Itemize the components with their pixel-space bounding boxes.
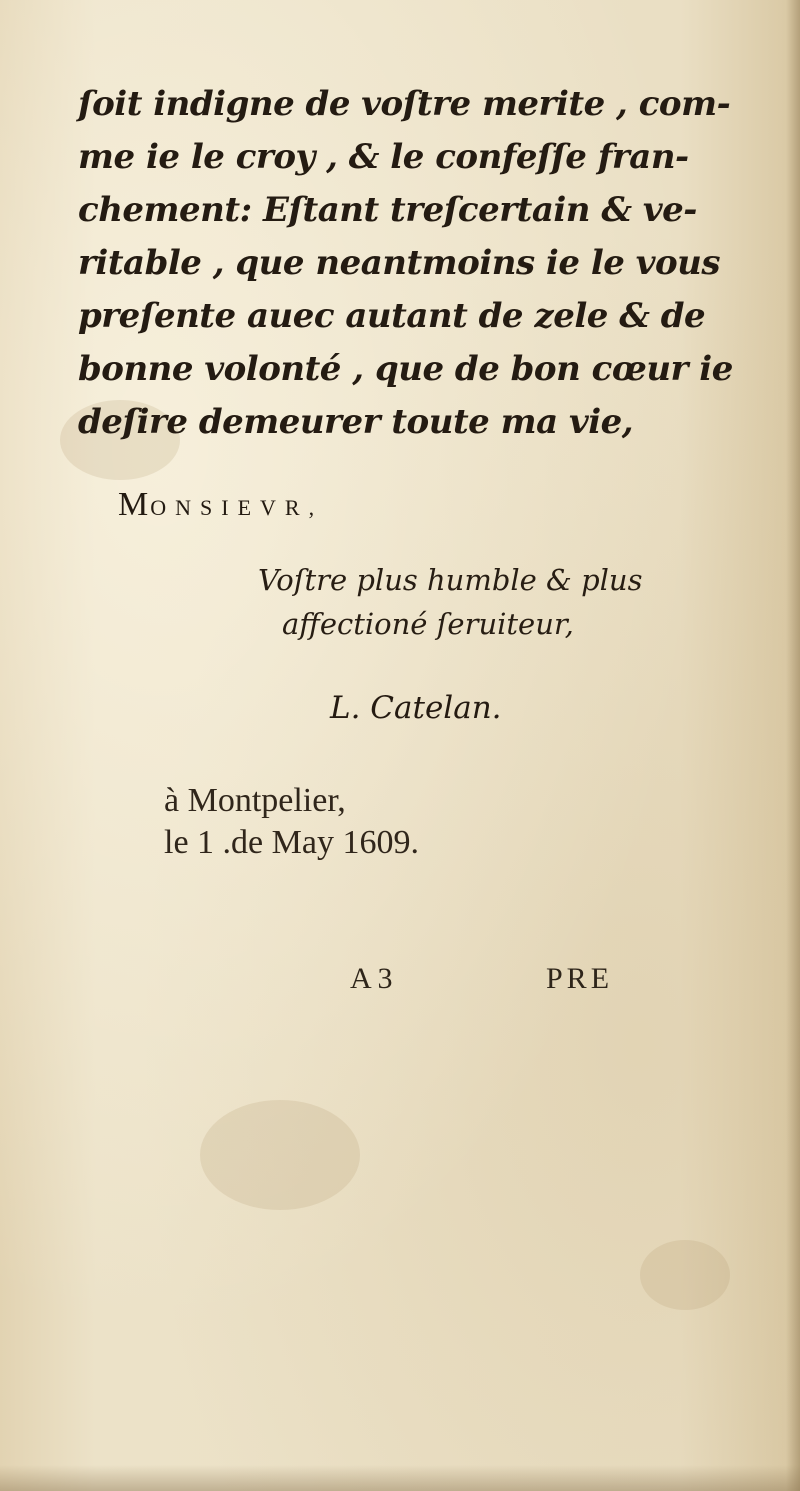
signature: L. Catelan. — [330, 690, 502, 726]
signature-mark: A 3 — [350, 962, 393, 995]
place-date — [164, 780, 419, 864]
body-line: ritable , que neantmoins ie le vous — [78, 243, 720, 283]
body-line: ſoit indigne de voſtre merite , com- — [78, 84, 731, 124]
bleed-through-text — [130, 880, 650, 924]
paper-stain — [200, 1100, 360, 1210]
salutation-rest: ONSIEVR, — [150, 495, 324, 520]
body-line: me ie le croy , & le confeſſe fran- — [78, 137, 689, 177]
page-edge-shadow — [786, 0, 800, 1491]
closing-line: affectioné ſeruiteur, — [282, 607, 574, 641]
salutation — [118, 486, 323, 524]
date-line: le 1 .de May 1609. — [164, 824, 419, 861]
catchword: PRE — [546, 962, 614, 995]
place-line: à Montpelier, — [164, 782, 346, 819]
body-line: chement: Eſtant treſcertain & ve- — [78, 190, 697, 230]
letter-body — [78, 78, 733, 449]
body-line: preſente auec autant de zele & de — [78, 296, 706, 336]
paper-stain — [640, 1240, 730, 1310]
closing-formula — [258, 558, 643, 646]
closing-line: Voſtre plus humble & plus — [258, 563, 643, 597]
body-line: bonne volonté , que de bon cœur ie — [78, 349, 733, 389]
page-edge-shadow — [0, 1465, 800, 1491]
salutation-initial: M — [118, 486, 151, 523]
body-line: deſire demeurer toute ma vie, — [78, 402, 634, 442]
